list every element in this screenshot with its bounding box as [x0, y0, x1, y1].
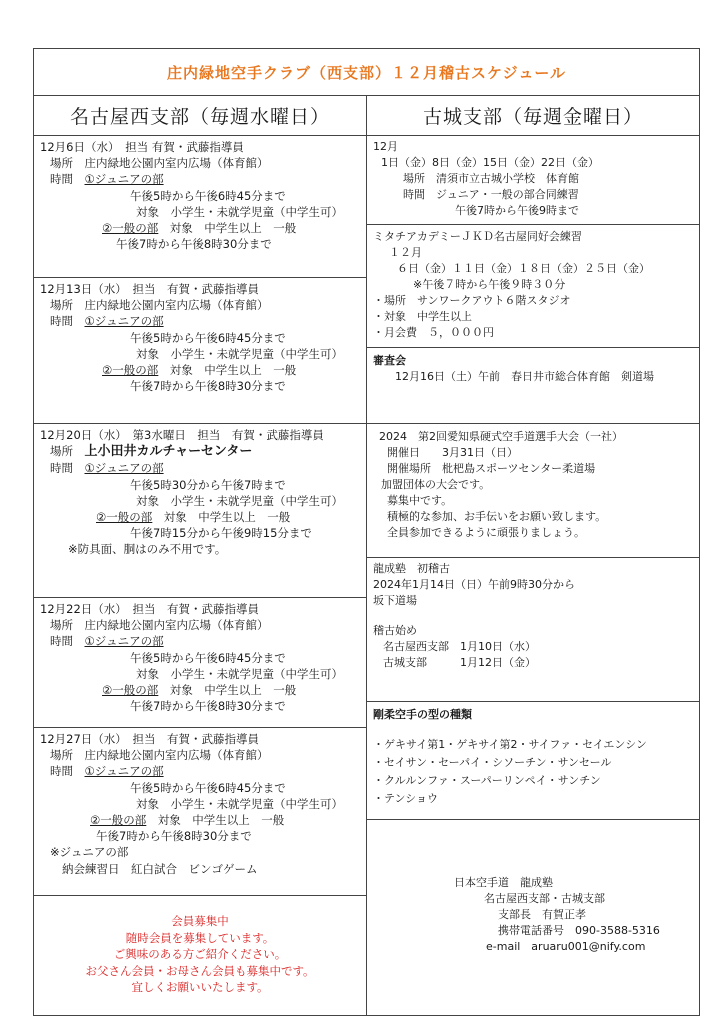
general-label: ②一般の部: [102, 683, 159, 698]
exam-detail: 12月16日（土）午前 春日井市総合体育館 剣道場: [395, 370, 654, 383]
general-target: 対象 中学生以上 一般: [158, 683, 297, 698]
place-line: 場所 庄内緑地公園内室内広場（体育館）: [50, 748, 269, 763]
place-line: 場所 庄内緑地公園内室内広場（体育館）: [50, 618, 269, 633]
tournament-place: 開催場所 枇杷島スポーツセンター柔道場: [387, 462, 596, 475]
general-label: ②一般の部: [102, 221, 159, 236]
junior-label: ①ジュニアの部: [84, 634, 164, 649]
mitachi-month: １２月: [389, 246, 422, 259]
first-practice-title: 龍成塾 初稽古: [373, 562, 450, 575]
schedule-sheet: [33, 48, 700, 1016]
kata-line: ・テンショウ: [373, 792, 438, 805]
place-line: [40, 443, 343, 460]
general-line: [40, 362, 343, 378]
recruit-line: ご興味のある方ご紹介ください。: [113, 947, 287, 961]
general-time: 午後7時から午後8時30分まで: [130, 379, 286, 394]
schedule-dec-27: [40, 731, 343, 877]
junior-time: 午後5時30分から午後7時まで: [130, 477, 286, 492]
left-divider: [34, 895, 366, 896]
tournament-note: 募集中です。: [387, 494, 453, 507]
kojo-month: 12月: [373, 140, 398, 153]
kata-line: ・ゲキサイ第1・ゲキサイ第2・サイファ・セイエンシン: [373, 738, 647, 751]
place-line: 場所 庄内緑地公園内室内広場（体育館）: [50, 298, 269, 313]
junior-target: 対象 小学生・未就学児童（中学生可）: [136, 204, 343, 219]
time-line: [40, 460, 343, 476]
kojo-schedule: [373, 139, 599, 219]
mitachi-title: ミタチアカデミーＪＫＤ名古屋同好会練習: [373, 230, 582, 243]
junior-time: 午後5時から午後6時45分まで: [130, 650, 286, 665]
junior-time: 午後5時から午後6時45分まで: [130, 188, 286, 203]
kojo-place: 場所 清須市立古城小学校 体育館: [403, 172, 579, 185]
contact-email: e-mail aruaru001@nify.com: [486, 940, 646, 953]
left-header: 名古屋西支部（毎週水曜日）: [34, 95, 366, 136]
general-line: [40, 220, 343, 236]
left-divider: [34, 597, 366, 598]
tournament-note: 積極的な参加、お手伝いをお願い致します。: [387, 510, 607, 523]
tournament-note: 加盟団体の大会です。: [381, 478, 491, 491]
general-target: 対象 中学生以上 一般: [158, 363, 297, 378]
mitachi-time: ※午後７時から午後９時３０分: [413, 278, 566, 291]
recruit-line: 随時会員を募集しています。: [125, 930, 275, 945]
junior-time: 午後5時から午後6時45分まで: [130, 330, 286, 345]
mitachi-fee: ・月会費 ５，０００円: [373, 326, 494, 339]
recruit-line: お父さん会員・お母さん会員も募集中です。: [85, 963, 315, 978]
kojo-dates: 1日（金）8日（金）15日（金）22日（金）: [381, 156, 599, 169]
contact-org: 日本空手道 龍成塾: [454, 876, 553, 889]
contact-branches: 名古屋西支部・古城支部: [484, 892, 605, 905]
junior-label: ①ジュニアの部: [84, 461, 164, 476]
kata-title: 剛柔空手の型の種類: [373, 708, 472, 721]
contact-info: [454, 875, 660, 955]
right-divider: [367, 423, 699, 424]
time-label: 時間: [50, 461, 85, 476]
mitachi-target: ・対象 中学生以上: [373, 310, 472, 323]
schedule-dec-6: [40, 139, 343, 252]
exam-title: 審査会: [373, 354, 406, 367]
general-line: [40, 812, 343, 828]
place-label: 場所: [50, 444, 85, 459]
general-target: 対象 中学生以上 一般: [152, 510, 291, 525]
time-label: 時間: [50, 764, 85, 779]
kata-line: ・セイサン・セーパイ・シソーチン・サンセール: [373, 756, 612, 769]
place-name: 上小田井カルチャーセンター: [84, 444, 253, 460]
time-label: 時間: [50, 634, 85, 649]
date-line: 12月20日（水） 第3水曜日 担当 有賀・武藤指導員: [40, 428, 324, 442]
tournament-note: 全員参加できるように頑張りましょう。: [387, 526, 585, 539]
contact-phone: 携帯電話番号 090-3588-5316: [498, 924, 660, 937]
general-time: 午後7時15分から午後9時15分まで: [130, 526, 312, 541]
left-divider: [34, 727, 366, 728]
general-line: [40, 682, 343, 698]
schedule-dec-22: [40, 601, 343, 714]
schedule-dec-20: [40, 427, 343, 558]
right-divider: [367, 819, 699, 820]
recruit-line: 宜しくお願いいたします。: [131, 980, 269, 994]
junior-target: 対象 小学生・未就学児童（中学生可）: [136, 346, 343, 361]
tournament-date: 開催日 3月31日（日）: [387, 446, 518, 459]
exam-event: [373, 353, 654, 385]
general-label: ②一般の部: [102, 363, 159, 378]
general-time: 午後7時から午後8時30分まで: [130, 699, 286, 714]
junior-time: 午後5時から午後6時45分まで: [130, 780, 286, 795]
date-line: 12月27日（水） 担当 有賀・武藤指導員: [40, 732, 260, 746]
schedule-dec-13: [40, 281, 343, 394]
right-divider: [367, 557, 699, 558]
recruit-line: 会員募集中: [171, 914, 229, 928]
column-divider: [366, 95, 367, 1015]
first-practice: [373, 561, 575, 671]
title-row: [34, 49, 699, 96]
place-line: 場所 庄内緑地公園内室内広場（体育館）: [50, 156, 269, 171]
right-header: 古城支部（毎週金曜日）: [367, 95, 699, 136]
tournament-title: 2024 第2回愛知県硬式空手道選手大会（一社）: [379, 430, 623, 443]
time-label: 時間: [50, 172, 85, 187]
kojo-time: 時間 ジュニア・一般の部合同練習: [403, 188, 579, 201]
time-line: [40, 313, 343, 329]
junior-target: 対象 小学生・未就学児童（中学生可）: [136, 796, 343, 811]
right-divider: [367, 701, 699, 702]
junior-label: ①ジュニアの部: [84, 314, 164, 329]
page-title: 庄内緑地空手クラブ（西支部）１２月稽古スケジュール: [166, 63, 567, 82]
left-divider: [34, 277, 366, 278]
date-line: 12月22日（水） 担当 有賀・武藤指導員: [40, 602, 260, 616]
kata-list: [373, 707, 647, 807]
right-divider: [367, 224, 699, 225]
general-time: 午後7時から午後8時30分まで: [96, 829, 252, 844]
note-event: 納会練習日 紅白試合 ビンゴゲーム: [62, 861, 258, 876]
left-divider: [34, 423, 366, 424]
time-line: [40, 633, 343, 649]
first-practice-date: 2024年1月14日（日）午前9時30分から: [373, 578, 575, 591]
general-label: ②一般の部: [96, 510, 153, 525]
junior-label: ①ジュニアの部: [84, 764, 164, 779]
kata-line: ・クルルンファ・スーパーリンペイ・サンチン: [373, 774, 601, 787]
right-divider: [367, 347, 699, 348]
time-line: [40, 171, 343, 187]
mitachi-practice: [373, 229, 650, 341]
recruitment-notice: [34, 913, 366, 996]
mitachi-dates: ６日（金）１１日（金）１８日（金）２５日（金）: [397, 262, 650, 275]
general-line: [40, 509, 343, 525]
tournament-event: [373, 429, 623, 541]
time-label: 時間: [50, 314, 85, 329]
note-line: ※防具面、胴はのみ不用です。: [68, 542, 227, 557]
practice-start-west: 名古屋西支部 1月10日（水）: [383, 640, 536, 653]
practice-start-title: 稽古始め: [373, 624, 417, 637]
kojo-time2: 午後7時から午後9時まで: [455, 204, 579, 217]
note-junior: ※ジュニアの部: [50, 845, 129, 860]
contact-leader: 支部長 有賀正孝: [498, 908, 586, 921]
practice-start-kojo: 古城支部 1月12日（金）: [383, 656, 536, 669]
general-target: 対象 中学生以上 一般: [146, 813, 285, 828]
first-practice-place: 坂下道場: [373, 594, 417, 607]
junior-target: 対象 小学生・未就学児童（中学生可）: [136, 493, 343, 508]
junior-target: 対象 小学生・未就学児童（中学生可）: [136, 666, 343, 681]
date-line: 12月6日（水） 担当 有賀・武藤指導員: [40, 140, 244, 154]
junior-label: ①ジュニアの部: [84, 172, 164, 187]
general-label: ②一般の部: [90, 813, 147, 828]
time-line: [40, 763, 343, 779]
general-time: 午後7時から午後8時30分まで: [116, 237, 272, 252]
mitachi-place: ・場所 サンワークアウト６階スタジオ: [373, 294, 571, 307]
general-target: 対象 中学生以上 一般: [158, 221, 297, 236]
date-line: 12月13日（水） 担当 有賀・武藤指導員: [40, 282, 260, 296]
